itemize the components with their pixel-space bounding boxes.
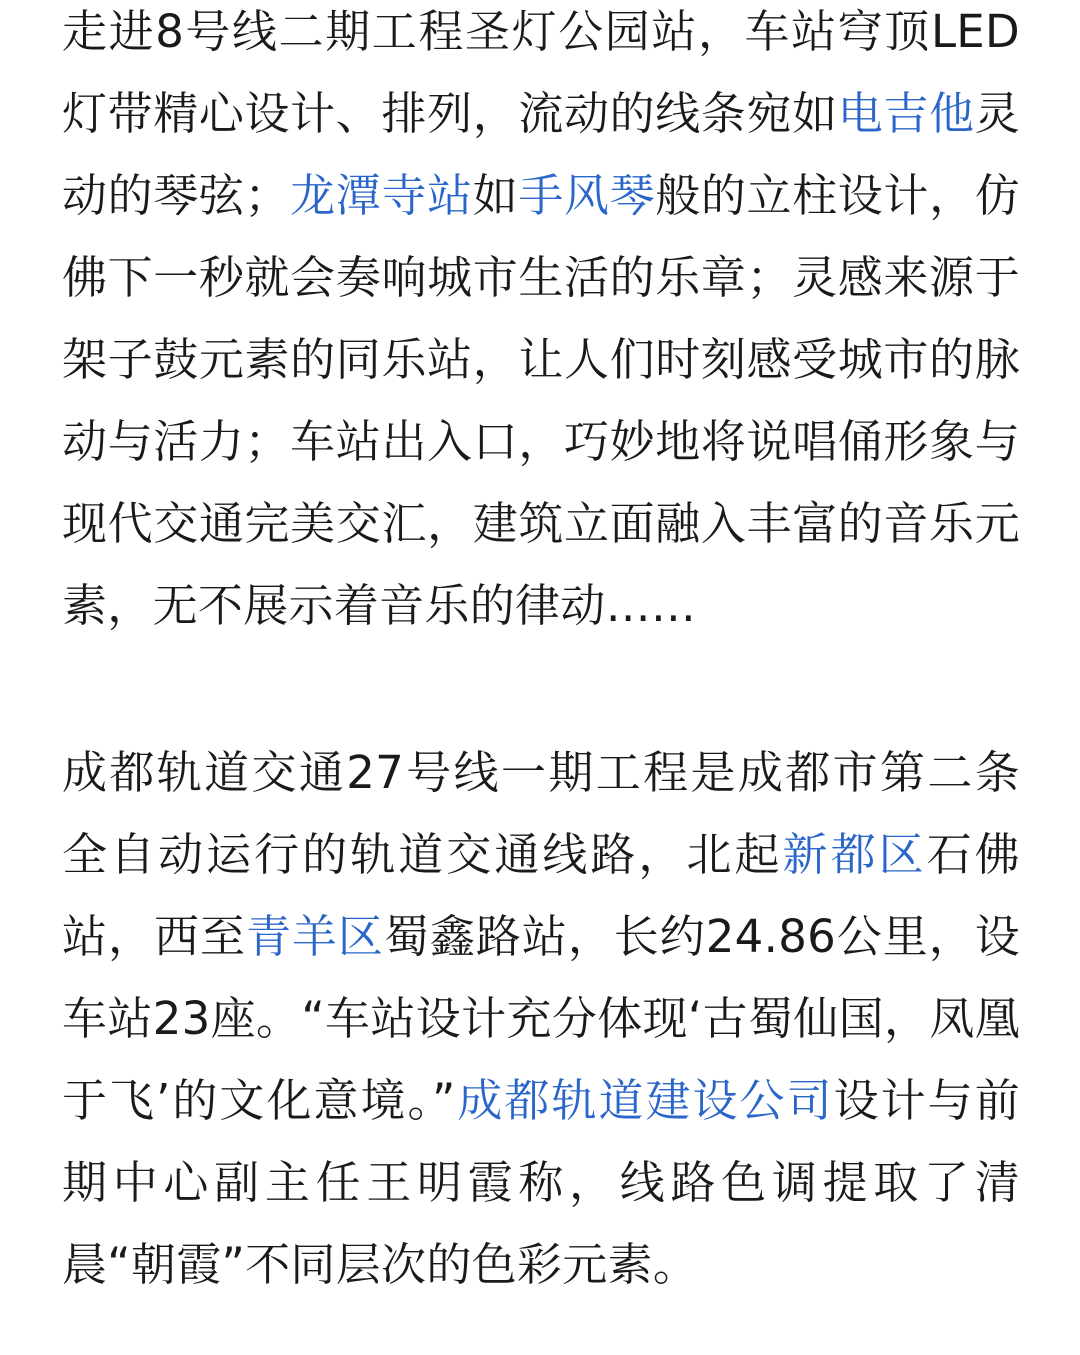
article-body [62, 0, 1020, 1306]
link-xindu-district[interactable]: 新都区 [782, 828, 927, 881]
text-segment: 蜀鑫路站，长约24.86公里，设车站23座。“车站设计充分体现‘古蜀仙国，凤凰于飞’的文化意境。” [62, 910, 1021, 1127]
text-segment: 设计与前期中心副主任王明霞称，线路色调提取了清晨“朝霞”不同层次的色彩元素。 [62, 1074, 1021, 1291]
text-segment: 成都轨道交通27号线一期工程是成都市第二条全自动运行的轨道交通线路，北起 [62, 746, 1020, 881]
text-segment: 般的立柱设计，仿佛下一秒就会奏响城市生活的乐章；灵感来源于架子鼓元素的同乐站，让人们时刻感受城市的脉动与活力；车站出入口，巧妙地将说唱俑形象与现代交通完美交汇，建筑立面融入丰富的音乐元素，无不展示着音乐的律动…… [62, 169, 1020, 632]
paragraph [62, 732, 1020, 1306]
text-segment: 如 [472, 169, 519, 222]
link-longtansi-station[interactable]: 龙潭寺站 [289, 169, 473, 222]
link-qingyang-district[interactable]: 青羊区 [245, 910, 384, 963]
link-electric-guitar[interactable]: 电吉他 [837, 87, 975, 140]
text-segment: 走进8号线二期工程圣灯公园站，车站穹顶LED灯带精心设计、排列，流动的线条宛如 [62, 5, 1020, 140]
link-accordion[interactable]: 手风琴 [518, 169, 656, 222]
paragraph [62, 0, 1020, 647]
text-segment: 石佛站，西至 [62, 828, 1020, 963]
link-chengdu-metro-construction-company[interactable]: 成都轨道建设公司 [455, 1074, 834, 1127]
text-segment: 灵动的琴弦； [62, 87, 1020, 222]
